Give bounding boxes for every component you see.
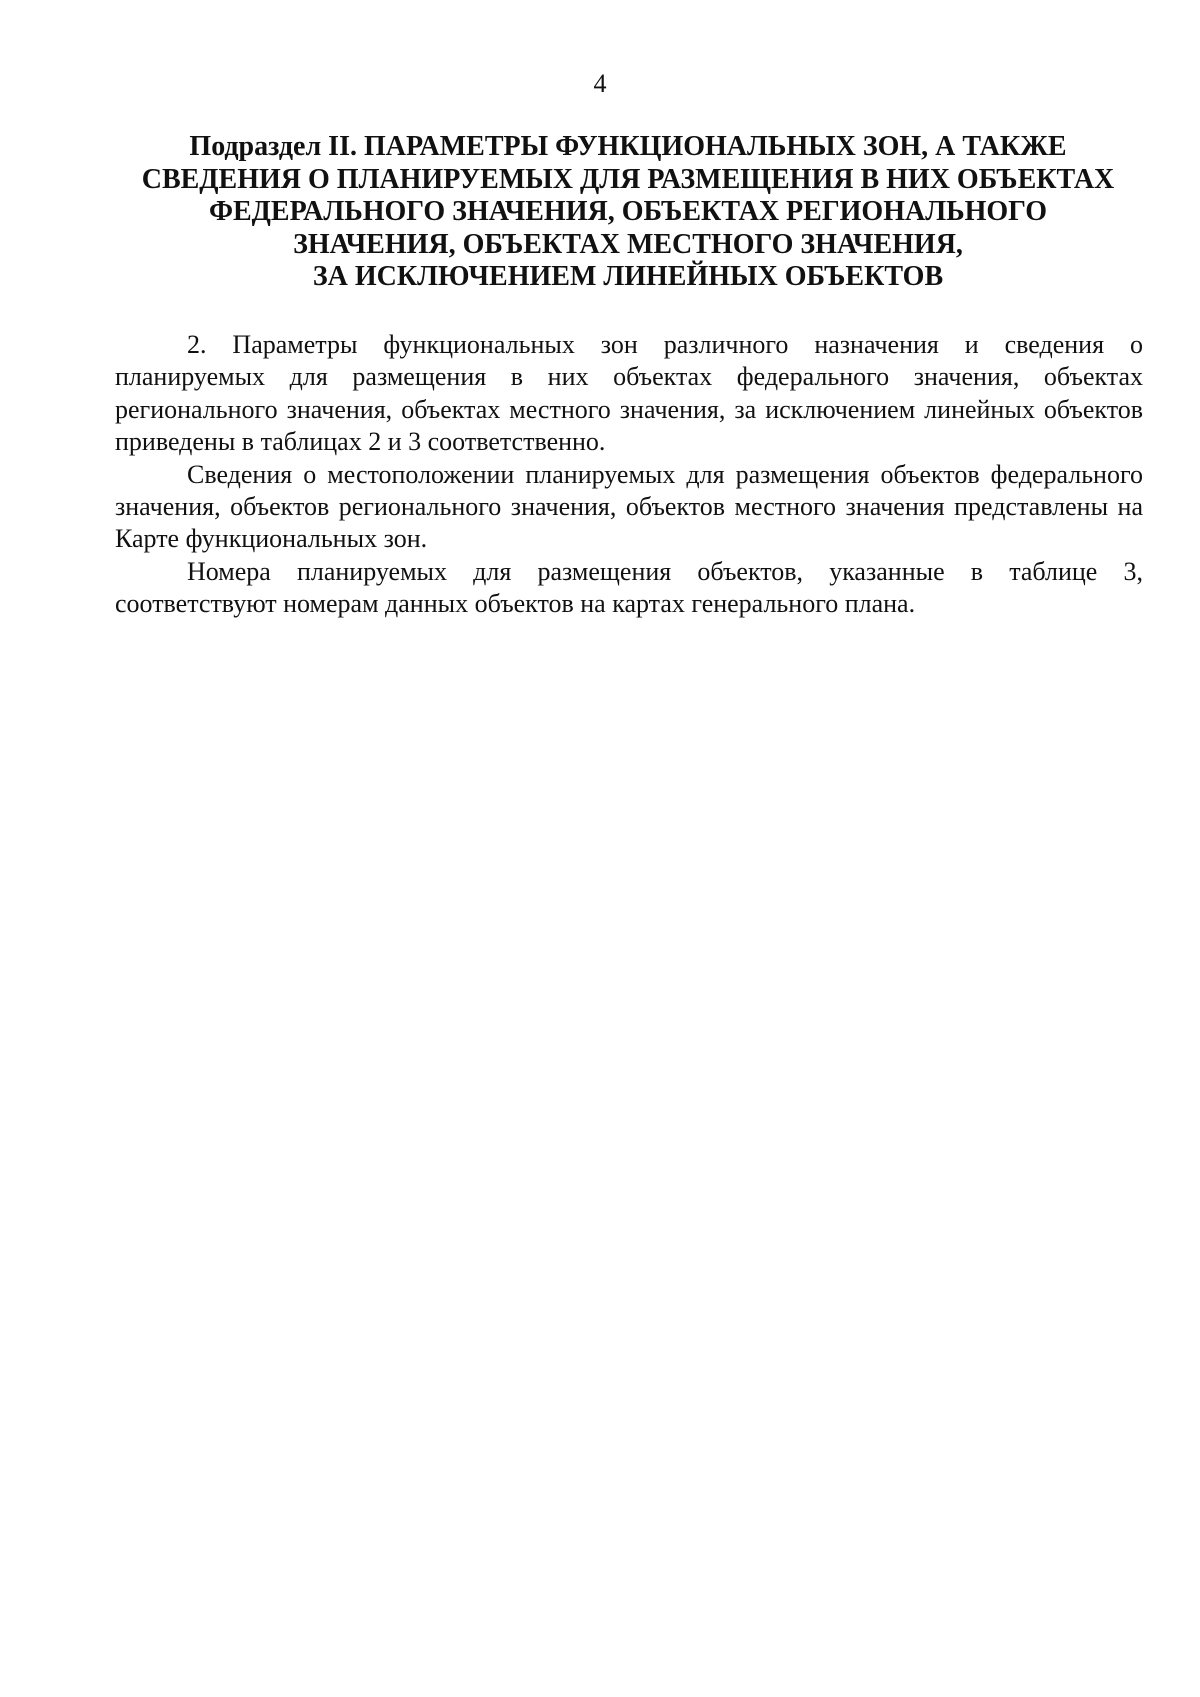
page-number: 4 <box>593 69 607 98</box>
heading-line: Подраздел II. ПАРАМЕТРЫ ФУНКЦИОНАЛЬНЫХ ЗОН, А ТАКЖЕ <box>189 131 1067 162</box>
paragraph-location: Сведения о местоположении планируемых для размещения объектов федерального значения, объектов регионального значения, объектов местного значения представлены на Карте функциональных зон. <box>115 459 1143 554</box>
heading-line: ФЕДЕРАЛЬНОГО ЗНАЧЕНИЯ, ОБЪЕКТАХ РЕГИОНАЛЬНОГО <box>208 196 1048 227</box>
heading-line: ЗНАЧЕНИЯ, ОБЪЕКТАХ МЕСТНОГО ЗНАЧЕНИЯ, <box>293 228 963 260</box>
body-text <box>115 329 1143 621</box>
paragraph-parameters: 2. Параметры функциональных зон различного назначения и сведения о планируемых для размещения в них объектах федерального значения, объектах регионального значения, объектах местного значения, за исключением линейных объектов приведены в таблицах 2 и 3 соответственно. <box>115 330 1143 457</box>
heading-line: ЗА ИСКЛЮЧЕНИЕМ ЛИНЕЙНЫХ ОБЪЕКТОВ <box>312 261 944 292</box>
paragraph-numbers: Номера планируемых для размещения объектов, указанные в таблице 3, соответствуют номерам данных объектов на картах генерального плана. <box>115 556 1143 619</box>
section-heading <box>112 131 1144 294</box>
heading-line: СВЕДЕНИЯ О ПЛАНИРУЕМЫХ ДЛЯ РАЗМЕЩЕНИЯ В НИХ ОБЪЕКТАХ <box>141 163 1115 195</box>
